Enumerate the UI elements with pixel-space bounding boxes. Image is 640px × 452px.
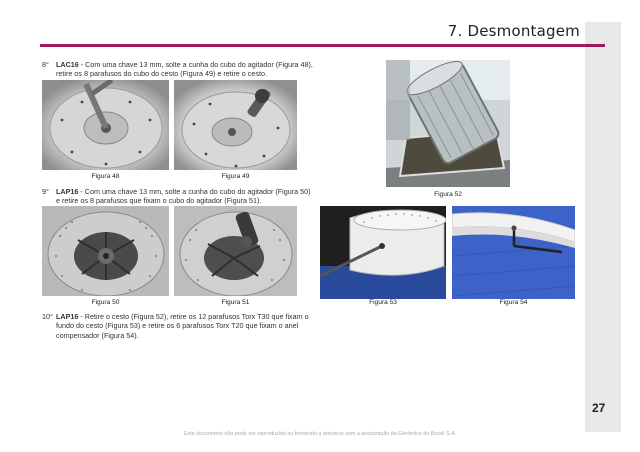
step-10: 10° LAP16 - Retire o cesto (Figura 52), retire os 12 parafusos Torx T30 que fixam o fundo do cesto (Figura 53) e retire os 6 parafusos Torx T20 que fixam o anel compensador (Figura 54). [42, 312, 309, 340]
copyright-footer: Este documento não pode ser reproduzido ou fornecido a terceiros sem a autorização da Electrolux do Brasil S.A. [183, 431, 457, 437]
step-text: Com uma chave 13 mm, solte a cunha do cubo do agitador (Figura 50) e retire os 8 parafusos que fixam o cubo do agitador (Figura 51). [56, 187, 311, 206]
figure-48-photo [42, 80, 169, 170]
step-text: Retire o cesto (Figura 52), retire os 12 parafusos Torx T30 que fixam o fundo do cesto (Figura 53) e retire os 6 parafusos Torx T20 que fixam o anel compensador (Figura 54). [56, 312, 309, 340]
model-code: LAP16 [56, 312, 79, 321]
figure-51-caption: Figura 51 [221, 299, 250, 306]
figure-54-caption: Figura 54 [499, 299, 528, 306]
step-number: 10° [42, 312, 53, 321]
figure-54-photo [452, 206, 575, 299]
header-rule [40, 44, 605, 47]
figure-49-photo [174, 80, 297, 170]
step-8: 8° LAC16 - Com uma chave 13 mm, solte a cunha do cubo do agitador (Figura 48), retire os 8 parafusos do cubo do cesto (Figura 49) e retire o cesto. [42, 60, 313, 79]
figure-52-photo [386, 60, 510, 187]
model-code: LAC16 [56, 60, 79, 69]
model-code: LAP16 [56, 187, 79, 196]
figure-50-caption: Figura 50 [91, 299, 120, 306]
figure-49-caption: Figura 49 [221, 173, 250, 180]
step-9: 9° LAP16 - Com uma chave 13 mm, solte a cunha do cubo do agitador (Figura 50) e retire os 8 parafusos que fixam o cubo do agitador (Figura 51). [42, 187, 311, 206]
figure-50-photo [42, 206, 169, 296]
page-edge-tab [585, 22, 621, 432]
figure-53-caption: Figura 53 [369, 299, 397, 306]
figure-53-photo [320, 206, 446, 299]
step-number: 8° [42, 60, 49, 69]
figure-51-photo [174, 206, 297, 296]
figure-48-caption: Figura 48 [91, 173, 120, 180]
step-number: 9° [42, 187, 49, 196]
section-title: 7. Desmontagem [447, 22, 580, 40]
step-text: Com uma chave 13 mm, solte a cunha do cubo do agitador (Figura 48), retire os 8 parafusos do cubo do cesto (Figura 49) e retire o cesto. [56, 60, 313, 79]
page-number: 27 [592, 401, 606, 415]
figure-52-caption: Figura 52 [434, 191, 462, 198]
